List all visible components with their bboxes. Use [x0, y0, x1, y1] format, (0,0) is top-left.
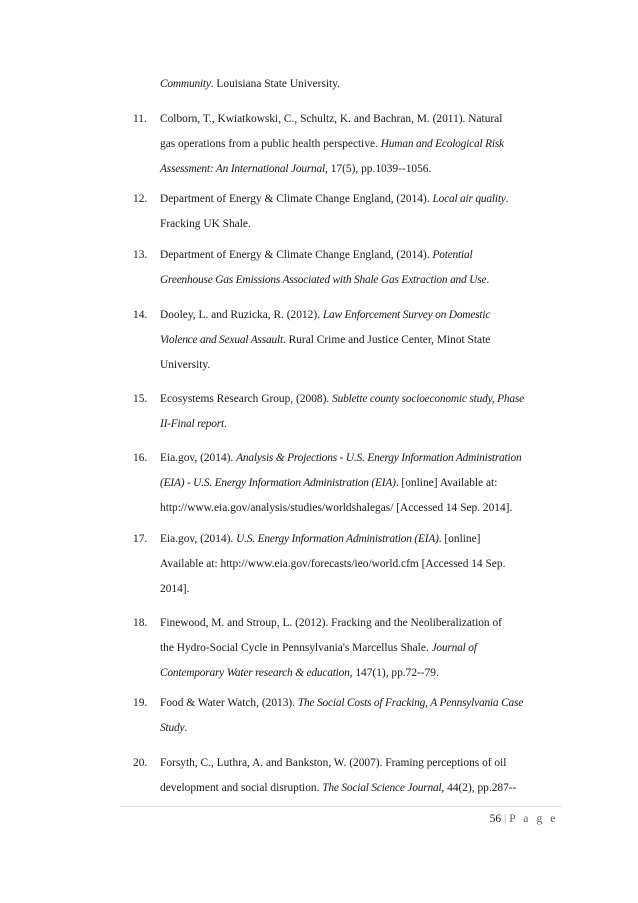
reference-number: 17.: [133, 533, 148, 545]
reference-text: development and social disruption.: [160, 782, 323, 794]
reference-line: [160, 531, 480, 547]
reference-line: [160, 307, 490, 323]
reference-text: , 44(2), pp.287--: [441, 782, 517, 794]
reference-line: [160, 191, 509, 207]
reference-number: 16.: [133, 452, 148, 464]
reference-italic-text: Greenhouse Gas Emissions Associated with Shale Gas Extraction and Use: [160, 274, 487, 286]
reference-text: , 17(5), pp.1039--1056.: [325, 163, 432, 175]
reference-number: 19.: [133, 697, 148, 709]
reference-number: 15.: [133, 393, 148, 405]
reference-line: [160, 216, 251, 232]
reference-text: the Hydro-Social Cycle in Pennsylvania's Marcellus Shale.: [160, 642, 432, 654]
reference-text: . Louisiana State University.: [210, 78, 341, 90]
reference-line: [160, 416, 227, 432]
reference-text: .: [184, 722, 188, 734]
reference-text: .: [486, 274, 490, 286]
reference-italic-text: Law Enforcement Survey on Domestic: [322, 309, 491, 321]
reference-text: . [online]: [438, 533, 481, 545]
reference-italic-text: (EIA) - U.S. Energy Information Administration (EIA): [160, 477, 396, 489]
reference-italic-text: Sublette county socioeconomic study, Phase: [332, 393, 524, 405]
reference-text: Fracking UK Shale.: [160, 218, 251, 230]
reference-text: Colborn, T., Kwiatkowski, C., Schultz, K. and Bachran, M. (2011). Natural: [160, 113, 503, 125]
reference-italic-text: Assessment: An International Journal: [160, 163, 326, 175]
reference-line: [160, 500, 512, 516]
reference-line: [160, 391, 524, 407]
reference-line: [160, 581, 189, 597]
reference-line: [160, 247, 472, 263]
reference-italic-text: Journal of: [431, 642, 477, 654]
reference-text: http://www.eia.gov/analysis/studies/worldshalegas/ [Accessed 14 Sep. 2014].: [160, 502, 513, 514]
reference-line: [160, 556, 505, 572]
reference-text: Ecosystems Research Group, (2008).: [160, 393, 333, 405]
reference-number: 20.: [133, 757, 148, 769]
reference-text: , 147(1), pp.72--79.: [349, 667, 439, 679]
footer-separator: |: [504, 813, 507, 825]
reference-line: [160, 76, 340, 92]
reference-text: .: [223, 418, 227, 430]
reference-number: 18.: [133, 617, 148, 629]
reference-line: [160, 136, 504, 152]
reference-text: Forsyth, C., Luthra, A. and Bankston, W. (2007). Framing perceptions of oil: [160, 757, 507, 769]
reference-number: 12.: [133, 193, 148, 205]
reference-text: . Rural Crime and Justice Center, Minot State: [282, 334, 491, 346]
reference-italic-text: U.S. Energy Information Administration (EIA): [236, 533, 439, 545]
reference-text: Finewood, M. and Stroup, L. (2012). Fracking and the Neoliberalization of: [160, 617, 502, 629]
reference-italic-text: II-Final report: [160, 418, 224, 430]
reference-italic-text: Analysis & Projections - U.S. Energy Information Administration: [236, 452, 522, 464]
reference-line: [160, 161, 431, 177]
page-footer: [490, 811, 558, 827]
reference-number: 11.: [133, 113, 147, 125]
reference-line: [160, 755, 506, 771]
reference-text: Dooley, L. and Ruzicka, R. (2012).: [160, 309, 323, 321]
reference-italic-text: Community: [160, 78, 211, 90]
reference-italic-text: Potential: [432, 249, 473, 261]
reference-italic-text: Human and Ecological Risk: [380, 138, 504, 150]
reference-italic-text: The Social Science Journal: [322, 782, 442, 794]
reference-text: . [online] Available at:: [395, 477, 498, 489]
reference-text: Eia.gov, (2014).: [160, 533, 237, 545]
reference-line: [160, 111, 502, 127]
reference-text: Available at: http://www.eia.gov/forecasts/ieo/world.cfm [Accessed 14 Sep.: [160, 558, 506, 570]
reference-line: [160, 450, 521, 466]
reference-text: Food & Water Watch, (2013).: [160, 697, 298, 709]
reference-text: .: [505, 193, 509, 205]
reference-line: [160, 332, 490, 348]
reference-line: [160, 357, 210, 373]
reference-line: [160, 695, 523, 711]
reference-line: [160, 475, 497, 491]
reference-italic-text: Violence and Sexual Assault: [160, 334, 283, 346]
reference-italic-text: Local air quality: [432, 193, 506, 205]
reference-line: [160, 615, 502, 631]
reference-text: Eia.gov, (2014).: [160, 452, 237, 464]
reference-italic-text: Study: [160, 722, 185, 734]
reference-line: [160, 272, 489, 288]
reference-number: 13.: [133, 249, 148, 261]
reference-italic-text: The Social Costs of Fracking, A Pennsylvania Case: [297, 697, 524, 709]
reference-number: 14.: [133, 309, 148, 321]
footer-divider: [120, 806, 562, 807]
reference-text: gas operations from a public health perspective.: [160, 138, 381, 150]
reference-line: [160, 780, 516, 796]
reference-italic-text: Contemporary Water research & education: [160, 667, 350, 679]
reference-line: [160, 640, 477, 656]
page-number: 56: [489, 813, 502, 825]
reference-text: Department of Energy & Climate Change England, (2014).: [160, 193, 433, 205]
reference-line: [160, 665, 439, 681]
reference-text: 2014].: [160, 583, 190, 595]
page-label: P a g e: [509, 813, 558, 825]
reference-line: [160, 720, 187, 736]
reference-text: Department of Energy & Climate Change England, (2014).: [160, 249, 433, 261]
reference-text: University.: [160, 359, 211, 371]
